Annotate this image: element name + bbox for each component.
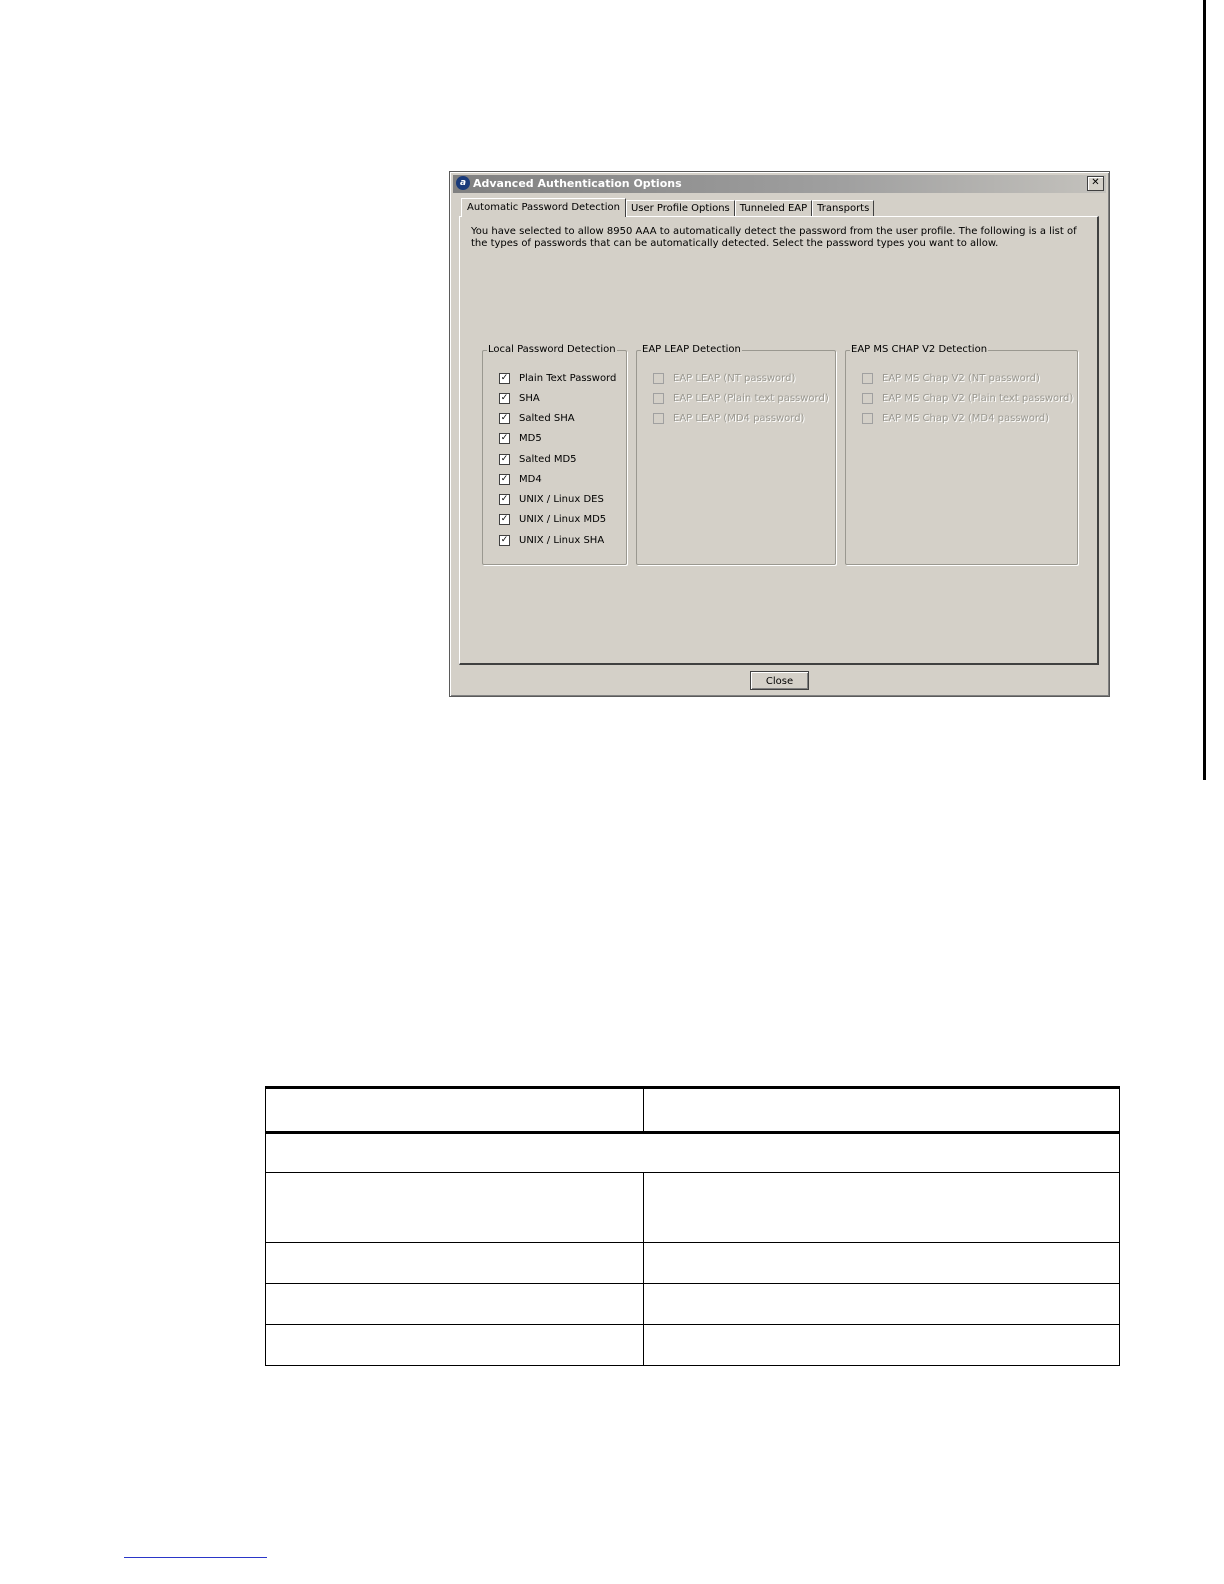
- table-cell: [644, 1243, 1119, 1283]
- checkbox-unix-linux-md5[interactable]: [499, 510, 616, 530]
- checkbox-icon[interactable]: ✓: [500, 453, 509, 464]
- tab-panel: [459, 216, 1099, 665]
- checkbox-icon: [653, 413, 664, 424]
- table-row: [265, 1284, 1120, 1325]
- close-icon[interactable]: ✕: [1087, 176, 1104, 191]
- table-section-row: [265, 1134, 1120, 1173]
- checkbox-md4[interactable]: [499, 469, 616, 489]
- checkbox-label: EAP LEAP (Plain text password): [673, 392, 829, 404]
- checkbox-list: [499, 368, 616, 550]
- checkbox-unix-linux-des[interactable]: [499, 490, 616, 510]
- page-margin-bar: [1203, 0, 1206, 780]
- table-cell: [644, 1325, 1119, 1365]
- table-cell: [266, 1325, 644, 1365]
- dialog-title: Advanced Authentication Options: [473, 177, 682, 190]
- checkbox-salted-md5[interactable]: [499, 449, 616, 469]
- checkbox-icon[interactable]: ✓: [500, 413, 509, 424]
- table-cell: [644, 1173, 1119, 1242]
- advanced-authentication-dialog: [449, 171, 1110, 697]
- table-cell: [644, 1284, 1119, 1324]
- checkbox-label: EAP LEAP (NT password): [673, 372, 796, 384]
- tab-user-profile-options[interactable]: User Profile Options: [626, 200, 735, 217]
- checkbox-unix-linux-sha[interactable]: [499, 530, 616, 550]
- checkbox-icon: [862, 373, 873, 384]
- table-header-cell: [266, 1089, 644, 1131]
- checkbox-eap-leap-plain-text: [653, 388, 829, 408]
- table-row: [265, 1173, 1120, 1243]
- checkbox-label[interactable]: SHA: [519, 392, 540, 404]
- checkbox-icon[interactable]: ✓: [500, 392, 509, 403]
- checkbox-label[interactable]: UNIX / Linux MD5: [519, 514, 607, 526]
- checkbox-label[interactable]: Plain Text Password: [519, 372, 617, 384]
- description-text: You have selected to allow 8950 AAA to automatically detect the password from the user profile. The following is a list of the types of passwords that can be automatically detected. Select the password types you want to allow.: [471, 226, 1077, 249]
- checkbox-icon[interactable]: ✓: [500, 514, 509, 525]
- checkbox-eap-leap-nt: [653, 368, 829, 388]
- checkbox-label: EAP MS Chap V2 (NT password): [882, 372, 1040, 384]
- checkbox-list: [862, 368, 1073, 429]
- checkbox-salted-sha[interactable]: [499, 409, 616, 429]
- table-cell: [266, 1284, 644, 1324]
- table-row: [265, 1325, 1120, 1366]
- close-button[interactable]: Close: [750, 671, 809, 690]
- table-cell: [266, 1173, 644, 1242]
- group-local-password-detection: [482, 344, 627, 565]
- checkbox-label[interactable]: UNIX / Linux DES: [519, 494, 604, 506]
- checkbox-icon: [862, 393, 873, 404]
- tab-transports[interactable]: Transports: [812, 200, 874, 217]
- checkbox-label[interactable]: MD5: [519, 433, 542, 445]
- checkbox-plain-text-password[interactable]: [499, 368, 616, 388]
- checkbox-label: EAP MS Chap V2 (MD4 password): [882, 413, 1050, 425]
- table-cell: [266, 1134, 1119, 1172]
- checkbox-eap-ms-chap-v2-md4: [862, 409, 1073, 429]
- checkbox-icon: [862, 413, 873, 424]
- group-legend: EAP MS CHAP V2 Detection: [851, 344, 988, 355]
- checkbox-icon[interactable]: ✓: [500, 433, 509, 444]
- table-row: [265, 1243, 1120, 1284]
- checkbox-label[interactable]: UNIX / Linux SHA: [519, 534, 605, 546]
- empty-table: [265, 1086, 1120, 1366]
- group-eap-ms-chap-v2-detection: [845, 344, 1078, 565]
- app-logo-icon: a: [456, 176, 470, 190]
- checkbox-icon[interactable]: ✓: [500, 372, 509, 383]
- checkbox-icon: [653, 393, 664, 404]
- checkbox-icon[interactable]: ✓: [500, 534, 509, 545]
- table-header-row: [265, 1089, 1120, 1134]
- checkbox-eap-ms-chap-v2-nt: [862, 368, 1073, 388]
- checkbox-label: EAP LEAP (MD4 password): [673, 413, 805, 425]
- dialog-titlebar[interactable]: [453, 175, 1106, 193]
- tab-tunneled-eap[interactable]: Tunneled EAP: [735, 200, 812, 217]
- checkbox-list: [653, 368, 829, 429]
- checkbox-icon[interactable]: ✓: [500, 473, 509, 484]
- checkbox-label[interactable]: MD4: [519, 473, 542, 485]
- checkbox-icon: [653, 373, 664, 384]
- checkbox-sha[interactable]: [499, 388, 616, 408]
- checkbox-icon[interactable]: ✓: [500, 494, 509, 505]
- footer-rule: [124, 1557, 267, 1558]
- tab-automatic-password-detection[interactable]: Automatic Password Detection: [461, 198, 626, 217]
- group-legend: Local Password Detection: [488, 344, 616, 355]
- checkbox-eap-leap-md4: [653, 409, 829, 429]
- checkbox-label[interactable]: Salted SHA: [519, 413, 575, 425]
- table-header-cell: [644, 1089, 1119, 1131]
- checkbox-md5[interactable]: [499, 429, 616, 449]
- group-legend: EAP LEAP Detection: [642, 344, 741, 355]
- checkbox-label[interactable]: Salted MD5: [519, 453, 577, 465]
- checkbox-label: EAP MS Chap V2 (Plain text password): [882, 392, 1074, 404]
- checkbox-eap-ms-chap-v2-plain-text: [862, 388, 1073, 408]
- table-cell: [266, 1243, 644, 1283]
- group-eap-leap-detection: [636, 344, 836, 565]
- tab-strip: [461, 198, 874, 217]
